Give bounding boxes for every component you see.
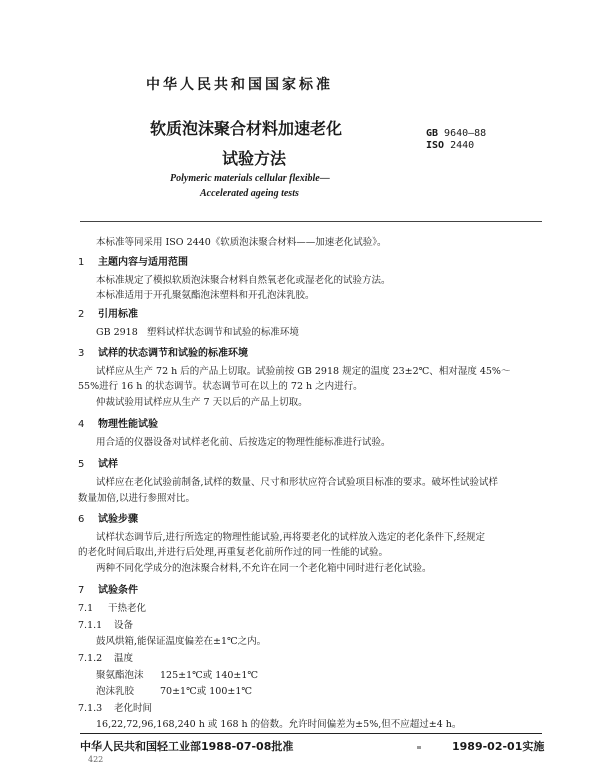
- subsection-7-1-1-title: 设备: [114, 620, 134, 631]
- section-5-number: 5: [78, 459, 85, 470]
- intro-text: 本标准等同采用 ISO 2440《软质泡沫聚合材料——加速老化试验》。: [96, 237, 387, 248]
- subsection-7-1-3-para: 16,22,72,96,168,240 h 或 168 h 的倍数。允许时间偏差为±5%,但不应超过±4 h。: [96, 719, 462, 730]
- title-line-1: 软质泡沫聚合材料加速老化: [150, 119, 343, 138]
- temperature-row-2-value: 70±1℃或 100±1℃: [160, 686, 253, 697]
- section-7-heading: [78, 581, 138, 596]
- section-3-heading: [78, 344, 248, 359]
- gb-standard-number: [426, 128, 486, 139]
- temperature-row-polyurethane: [96, 667, 258, 681]
- section-4-title: 物理性能试验: [98, 419, 158, 430]
- section-4-heading: [78, 415, 158, 430]
- iso-standard-number: [426, 140, 474, 151]
- section-1-heading: [78, 253, 188, 268]
- iso-label: ISO: [426, 140, 445, 151]
- section-4-number: 4: [78, 419, 85, 430]
- section-6-para-1b: 的老化时间后取出,并进行后处理,再重复老化前所作过的同一性能的试验。: [78, 547, 389, 558]
- section-2-number: 2: [78, 309, 85, 320]
- section-6-title: 试验步骤: [98, 514, 138, 525]
- section-3-para-2: 仲裁试验用试样应从生产 7 天以后的产品上切取。: [96, 397, 308, 408]
- subsection-7-1-1: [78, 617, 133, 631]
- subsection-7-1-2-title: 温度: [114, 653, 134, 664]
- gb-number: 9640—88: [444, 128, 487, 139]
- section-3-title: 试样的状态调节和试验的标准环境: [98, 348, 248, 359]
- section-1-title: 主题内容与适用范围: [98, 257, 188, 268]
- scan-mark: [417, 746, 421, 749]
- section-2-para-1: GB 2918 塑料试样状态调节和试验的标准环境: [96, 327, 299, 338]
- section-6-heading: [78, 510, 138, 525]
- subsection-7-1-2-number: 7.1.2: [78, 653, 103, 664]
- page-number: 422: [88, 755, 104, 764]
- subsection-7-1-3-title: 老化时间: [114, 703, 153, 714]
- section-1-para-1: 本标准规定了模拟软质泡沫聚合材料自然氧老化或湿老化的试验方法。: [96, 275, 391, 286]
- section-2-heading: [78, 305, 138, 320]
- subsection-7-1: [78, 600, 146, 614]
- authority-heading: 中华人民共和国国家标准: [146, 77, 333, 93]
- effective-date: 1989-02-01实施: [452, 740, 545, 753]
- section-6-para-2: 两种不同化学成分的泡沫聚合材料,不允许在同一个老化箱中同时进行老化试验。: [96, 563, 432, 574]
- section-3-number: 3: [78, 348, 85, 359]
- subsection-7-1-1-number: 7.1.1: [78, 620, 103, 631]
- section-5-para-1a: 试样应在老化试验前制备,试样的数量、尺寸和形状应符合试验项目标准的要求。破坏性试验试样: [96, 477, 499, 488]
- temperature-row-1-label: 聚氨酯泡沫: [96, 670, 144, 681]
- section-5-title: 试样: [98, 459, 118, 470]
- temperature-row-1-value: 125±1℃或 140±1℃: [160, 670, 259, 681]
- section-5-heading: [78, 455, 118, 470]
- section-4-para-1: 用合适的仪器设备对试样老化前、后按选定的物理性能标准进行试验。: [96, 437, 391, 448]
- section-7-title: 试验条件: [98, 585, 138, 596]
- section-1-number: 1: [78, 257, 85, 268]
- temperature-row-latex: [96, 683, 252, 697]
- header-rule: [80, 221, 542, 222]
- section-7-number: 7: [78, 585, 85, 596]
- section-6-para-1a: 试样状态调节后,进行所选定的物理性能试验,再将要老化的试样放入选定的老化条件下,经规定: [96, 532, 486, 543]
- temperature-row-2-label: 泡沫乳胶: [96, 686, 135, 697]
- subsection-7-1-2: [78, 650, 133, 664]
- gb-label: GB: [426, 128, 439, 139]
- subsection-7-1-number: 7.1: [78, 603, 94, 614]
- section-1-para-2: 本标准适用于开孔聚氨酯泡沫塑料和开孔泡沫乳胶。: [96, 290, 315, 301]
- footer-rule: [80, 733, 542, 734]
- subsection-7-1-1-para: 鼓风烘箱,能保证温度偏差在±1℃之内。: [96, 636, 267, 647]
- section-3-para-1a: 试样应从生产 72 h 后的产品上切取。试验前按 GB 2918 规定的温度 23±2℃、相对湿度 45%～: [96, 366, 511, 377]
- subsection-7-1-title: 干热老化: [108, 603, 147, 614]
- title-line-2: 试验方法: [222, 149, 287, 168]
- section-5-para-1b: 数量加倍,以进行参照对比。: [78, 493, 196, 504]
- footer-issuer: [80, 738, 293, 754]
- english-title-line-2: Accelerated ageing tests: [200, 188, 299, 199]
- english-title-line-1: Polymeric materials cellular flexible—: [170, 173, 330, 184]
- approval-date: 1988-07-08批准: [201, 740, 294, 753]
- section-2-title: 引用标准: [98, 309, 138, 320]
- issuer-name: 中华人民共和国轻工业部: [80, 740, 201, 753]
- section-3-para-1b: 55%进行 16 h 的状态调节。状态调节可在以上的 72 h 之内进行。: [78, 381, 363, 392]
- subsection-7-1-3: [78, 700, 152, 714]
- subsection-7-1-3-number: 7.1.3: [78, 703, 103, 714]
- iso-number: 2440: [450, 140, 475, 151]
- section-6-number: 6: [78, 514, 85, 525]
